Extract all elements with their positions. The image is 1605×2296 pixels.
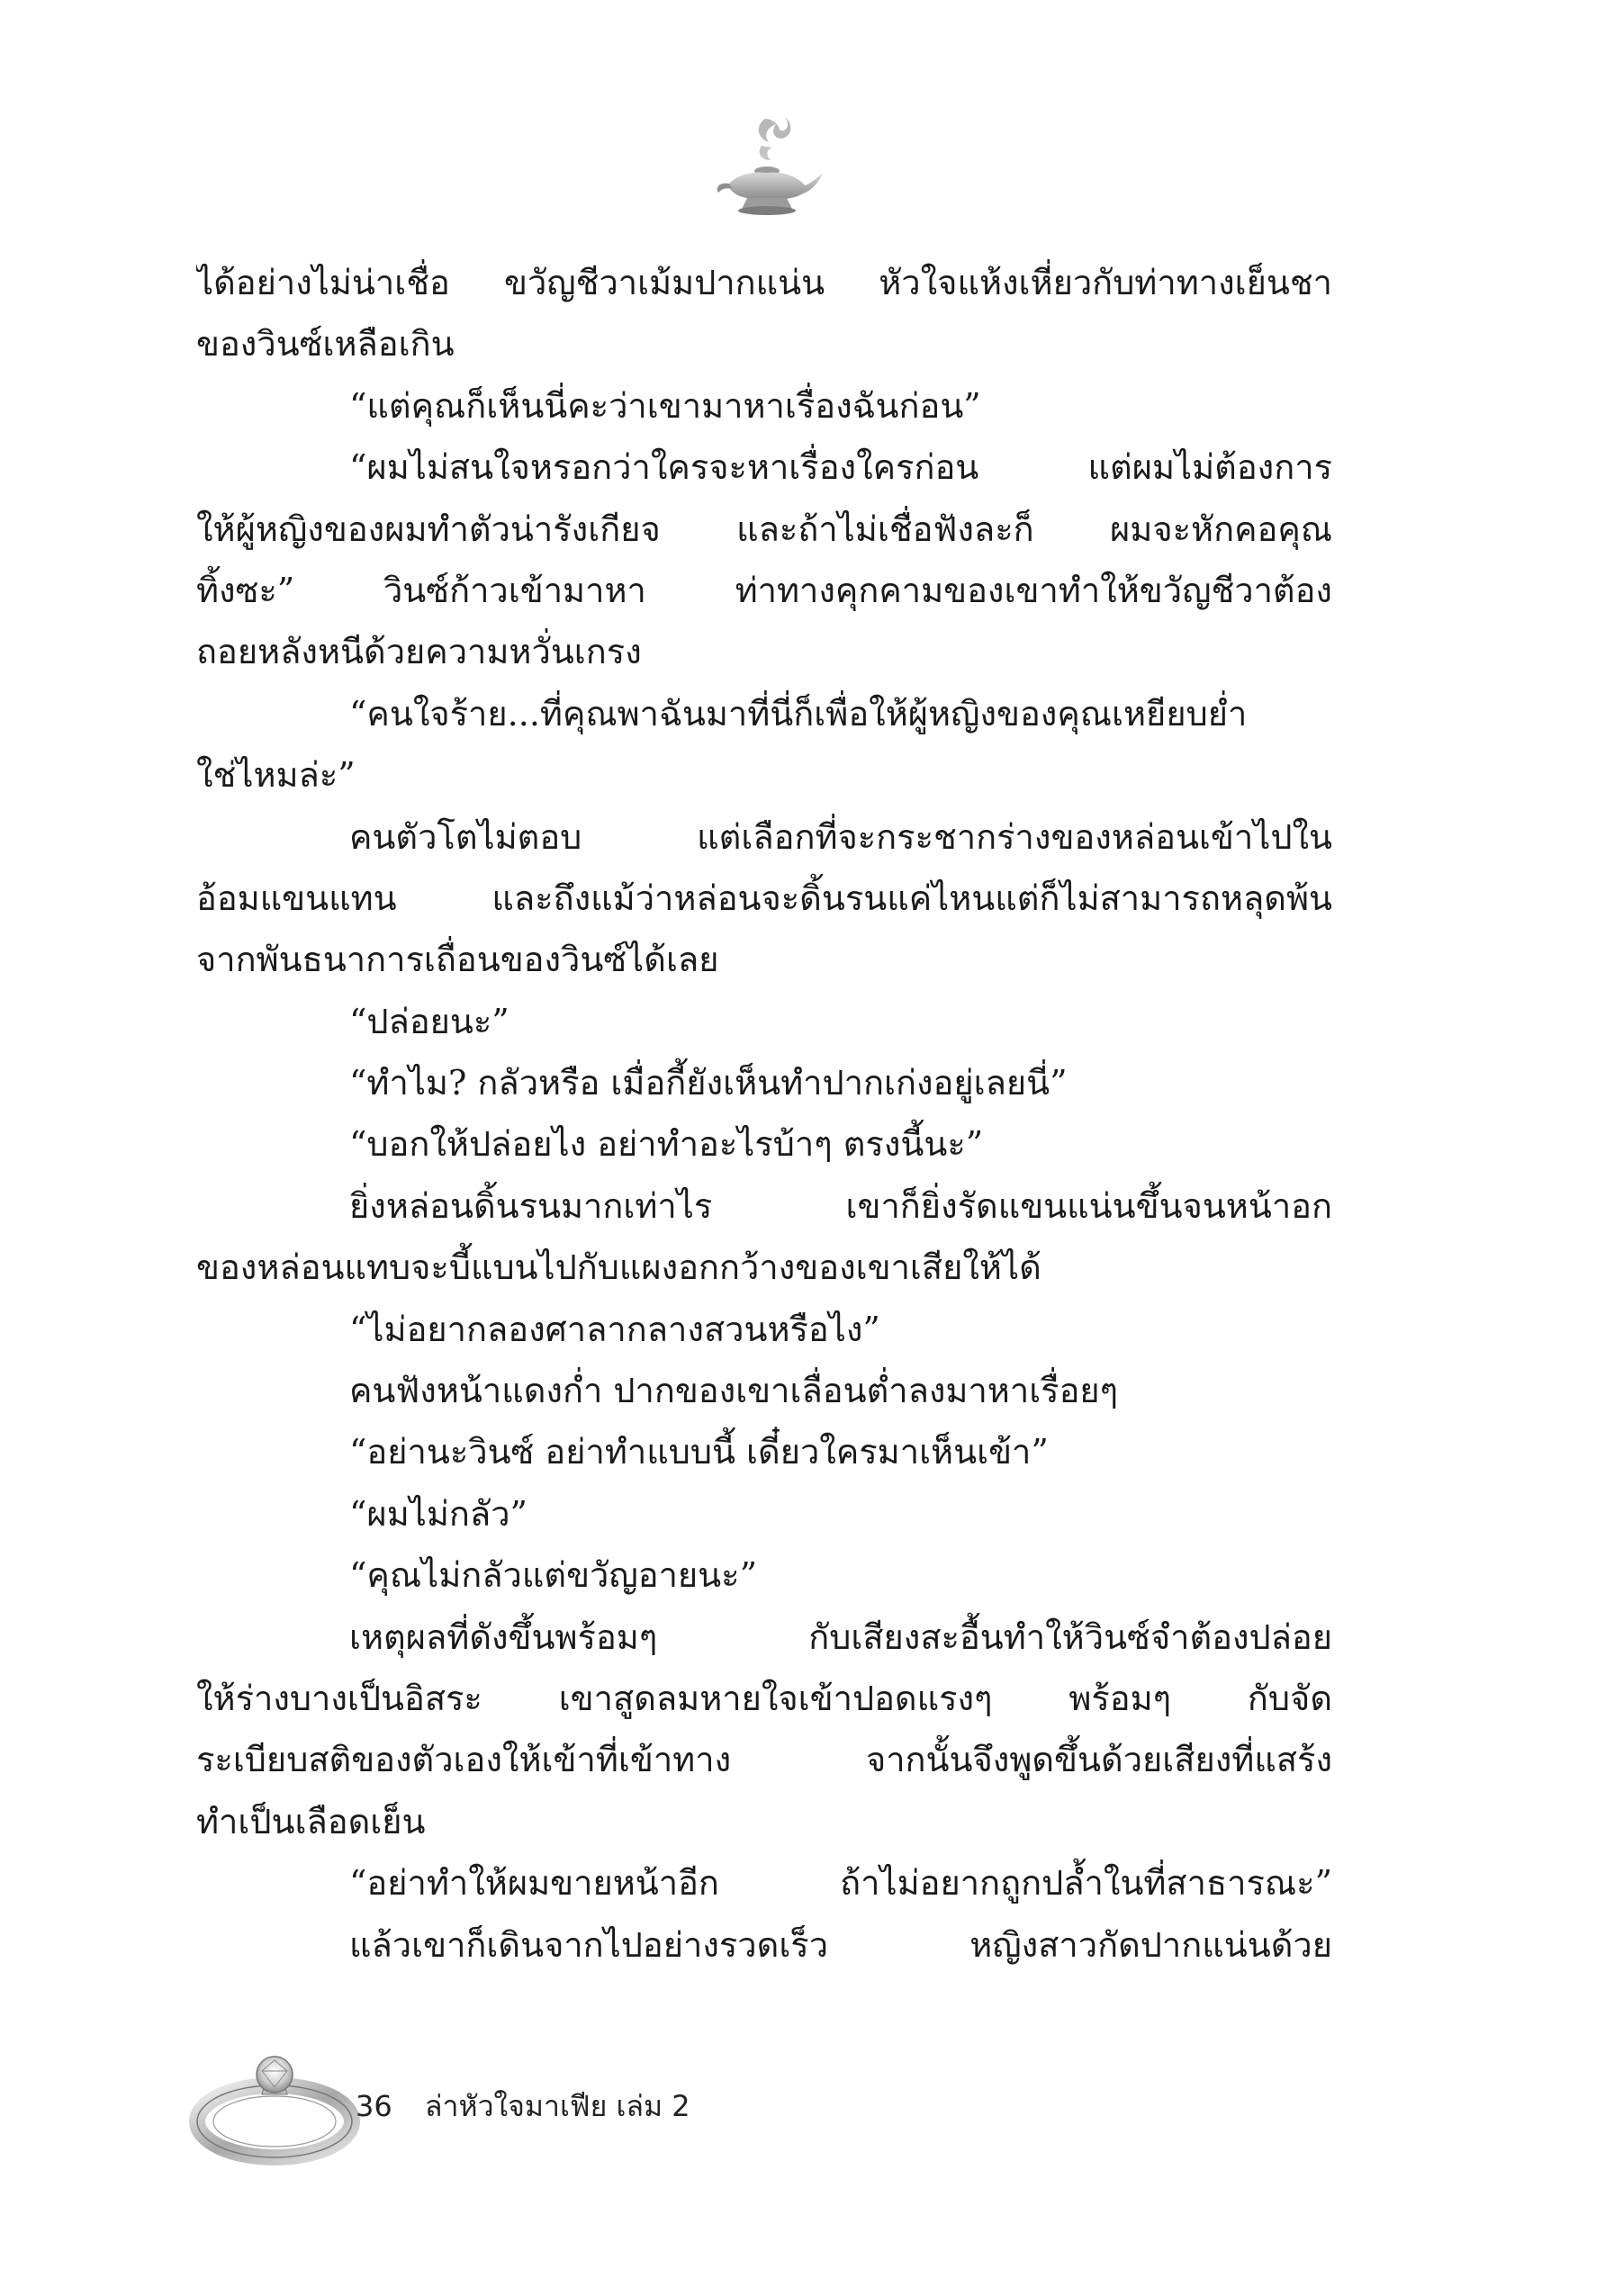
diamond-ring-icon	[185, 2048, 365, 2174]
text-line: “อย่านะวินซ์ อย่าทำแบบนี้ เดี๋ยวใครมาเห็นเข้า”	[349, 1432, 1049, 1472]
text-line: “ผมไม่กลัว”	[349, 1493, 527, 1534]
text-line: “ทำไม? กลัวหรือ เมื่อกี้ยังเห็นทำปากเก่งอยู่เลยนี่”	[349, 1063, 1068, 1103]
footer-label	[356, 2084, 690, 2129]
text-line: “คุณไม่กลัวแต่ขวัญอายนะ”	[349, 1555, 757, 1596]
text-line: ให้ร่างบางเป็นอิสระ เขาสูดลมหายใจเข้าปอดแรงๆ พร้อมๆ กับจัด	[196, 1678, 1332, 1718]
text-line: คนตัวโตไม่ตอบ แต่เลือกที่จะกระชากร่างของหล่อนเข้าไปใน	[349, 816, 1332, 857]
text-line: อ้อมแขนแทน และถึงแม้ว่าหล่อนจะดิ้นรนแค่ไหนแต่ก็ไม่สามารถหลุดพ้น	[196, 878, 1332, 918]
text-line: ของหล่อนแทบจะบี้แบนไปกับแผงอกกว้างของเขาเสียให้ได้	[196, 1247, 1041, 1288]
magic-lamp-icon	[711, 108, 828, 225]
text-line: ระเบียบสติของตัวเองให้เข้าที่เข้าทาง จากนั้นจึงพูดขึ้นด้วยเสียงที่แสร้ง	[196, 1740, 1332, 1780]
text-line: ทำเป็นเลือดเย็น	[196, 1801, 426, 1841]
text-line: “อย่าทำให้ผมขายหน้าอีก ถ้าไม่อยากถูกปล้ำในที่สาธารณะ”	[349, 1863, 1332, 1904]
text-line: ได้อย่างไม่น่าเชื่อ ขวัญชีวาเม้มปากแน่น หัวใจแห้งเหี่ยวกับท่าทางเย็นชา	[196, 263, 1332, 302]
text-line: “ผมไม่สนใจหรอกว่าใครจะหาเรื่องใครก่อน แต่ผมไม่ต้องการ	[349, 447, 1332, 488]
text-line: “ปล่อยนะ”	[349, 1001, 509, 1041]
text-line: “บอกให้ปล่อยไง อย่าทำอะไรบ้าๆ ตรงนี้นะ”	[349, 1124, 984, 1165]
text-line: ถอยหลังหนีด้วยความหวั่นเกรง	[196, 632, 642, 672]
page-number: 36	[356, 2089, 392, 2123]
text-line: ของวินซ์เหลือเกิน	[196, 324, 455, 365]
text-line: จากพันธนาการเถื่อนของวินซ์ได้เลย	[196, 940, 719, 980]
text-line: คนฟังหน้าแดงก่ำ ปากของเขาเลื่อนต่ำลงมาหาเรื่อยๆ	[349, 1371, 1119, 1411]
text-line: ทิ้งซะ” วินซ์ก้าวเข้ามาหา ท่าทางคุกคามของเขาทำให้ขวัญชีวาต้อง	[196, 570, 1332, 610]
text-line: เหตุผลที่ดังขึ้นพร้อมๆ กับเสียงสะอื้นทำให้วินซ์จำต้องปล่อย	[349, 1616, 1332, 1657]
book-title: ล่าหัวใจมาเฟีย เล่ม 2	[424, 2089, 690, 2123]
text-line: “ไม่อยากลองศาลากลางสวนหรือไง”	[349, 1309, 880, 1349]
text-line: “แต่คุณก็เห็นนี่คะว่าเขามาหาเรื่องฉันก่อน”	[349, 385, 981, 426]
text-line: ยิ่งหล่อนดิ้นรนมากเท่าไร เขาก็ยิ่งรัดแขนแน่นขึ้นจนหน้าอก	[349, 1185, 1332, 1226]
page-footer	[185, 2048, 815, 2183]
text-line: ให้ผู้หญิงของผมทำตัวน่ารังเกียจ และถ้าไม่เชื่อฟังละก็ ผมจะหักคอคุณ	[196, 509, 1332, 549]
text-line: ใช่ไหมล่ะ”	[196, 755, 356, 796]
chapter-body	[196, 252, 1332, 1976]
text-line: แล้วเขาก็เดินจากไปอย่างรวดเร็ว หญิงสาวกัดปากแน่นด้วย	[349, 1924, 1332, 1965]
text-line: “คนใจร้าย...ที่คุณพาฉันมาที่นี่ก็เพื่อให้ผู้หญิงของคุณเหยียบย่ำ	[349, 693, 1248, 734]
